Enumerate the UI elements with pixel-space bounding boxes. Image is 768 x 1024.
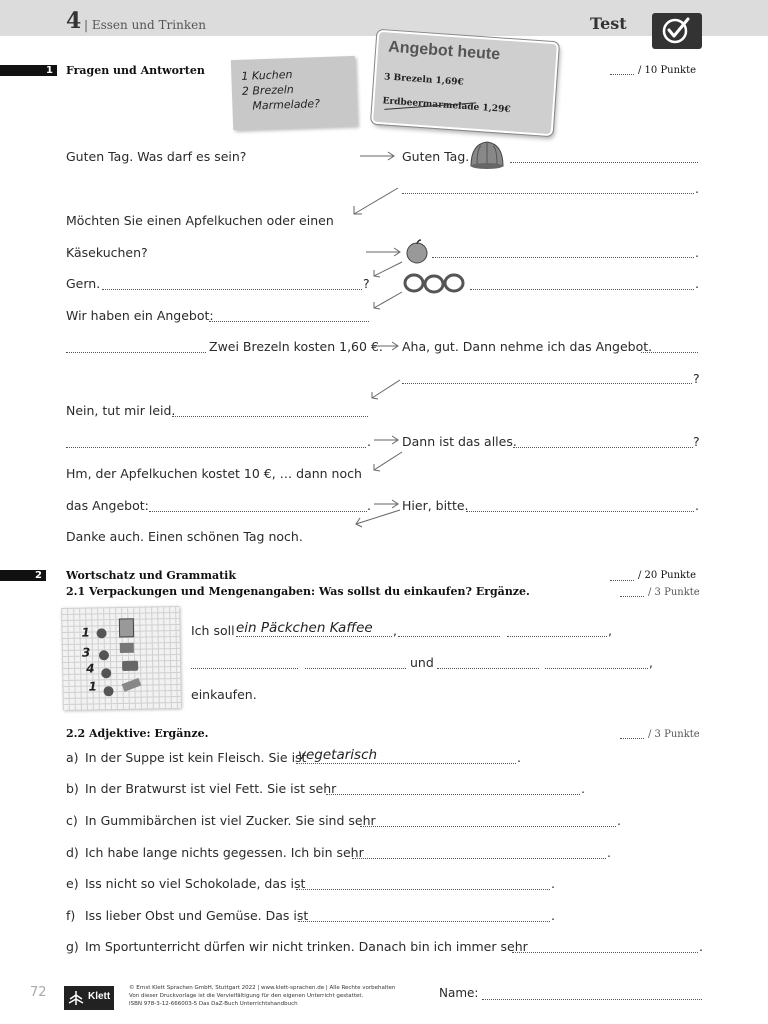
item-b-label: b) [66,781,79,796]
dialogue-l8a: Hm, der Apfelkuchen kostet 10 €, … dann noch [66,466,362,481]
item-a-label: a) [66,750,79,765]
answer-l4-field[interactable] [209,321,369,322]
section1-title: Fragen und Antworten [66,64,205,77]
klett-logo [64,986,114,1010]
arrow-right-icon [358,150,398,162]
item-g-text: Im Sportunterricht dürfen wir nicht trinken. Danach bin ich immer sehr [85,939,528,954]
arrow-left-down-icon [370,290,404,312]
sub1-comma-1: , [393,623,397,638]
answer-r3-field[interactable] [432,257,694,258]
dialogue-l2a: Möchten Sie einen Apfelkuchen oder einen [66,213,334,228]
arrow-right-icon [372,434,402,446]
sub1-end: einkaufen. [191,687,257,702]
note-line-1: 1 Kuchen [241,68,293,83]
section2-title: Wortschatz und Grammatik [66,569,236,582]
sub1-comma-3: , [649,655,653,670]
item-e-end: . [551,876,555,891]
sub2-points: / 3 Punkte [648,729,700,740]
answer-r6-field[interactable] [402,383,692,384]
dialogue-l1: Guten Tag. Was darf es sein? [66,149,247,164]
item-d-field[interactable] [352,858,606,859]
sub1-text-start: Ich soll [191,623,235,638]
dialogue-r5: Aha, gut. Dann nehme ich das Angebot. [402,339,653,354]
item-c-end: . [617,813,621,828]
sub1-blank-4[interactable] [305,668,406,669]
pretzels-icon [402,270,468,296]
item-b-end: . [581,781,585,796]
section1-points: / 10 Punkte [638,65,697,76]
item-d-label: d) [66,845,79,860]
answer-r7-end: ? [693,434,700,449]
dialogue-l3: Gern. [66,276,101,291]
sub1-comma-2: , [608,623,612,638]
item-e-label: e) [66,876,79,891]
item-b-field[interactable] [326,794,580,795]
arrow-right-icon [364,246,404,258]
dialogue-r1: Guten Tag. [402,149,470,164]
copyright-line-2: Von dieser Druckvorlage ist die Vervielfältigung für den eigenen Unterricht gestattet. [129,993,364,999]
dialogue-l2b: Käsekuchen? [66,245,148,260]
item-e-field[interactable] [296,889,550,890]
sub1-blank-3[interactable] [191,668,298,669]
arrow-left-down-icon [350,186,400,218]
item-c-text: In Gummibärchen ist viel Zucker. Sie sind sehr [85,813,376,828]
item-d-end: . [607,845,611,860]
sub1-example-answer: ein Päckchen Kaffee [236,620,373,636]
section2-number: 2 [0,570,46,581]
answer-l3-end: ? [363,276,370,291]
section1-number: 1 [0,65,57,76]
item-a-answer: vegetarisch [298,747,378,763]
shopping-note [231,56,357,130]
answer-r8-end: . [695,498,699,513]
item-d-text: Ich habe lange nichts gegessen. Ich bin sehr [85,845,364,860]
shopping-list-grid [61,606,181,710]
apple-icon [404,238,430,264]
answer-r2-field[interactable] [402,193,694,194]
item-g-end: . [699,939,703,954]
arrow-left-down-icon [370,450,404,474]
item-c-field[interactable] [360,826,616,827]
item-a-text: In der Suppe ist kein Fleisch. Sie ist [85,750,307,765]
chapter-number: 4 [66,8,82,34]
sub2-title: 2.2 Adjektive: Ergänze. [66,727,209,740]
arrow-right-icon [370,340,402,352]
test-badge [652,13,702,49]
test-label: Test [590,14,627,33]
answer-r1-field[interactable] [510,162,698,163]
answer-r8-field[interactable] [466,511,694,512]
list-number-2: 3 [81,645,91,660]
sub1-example-line [236,636,392,637]
name-label: Name: [439,986,479,1000]
list-number-3: 4 [86,661,95,676]
chapter-title: | Essen und Trinken [84,18,206,32]
arrow-left-down-icon [368,378,402,402]
answer-l3-field[interactable] [102,289,362,290]
item-g-label: g) [66,939,79,954]
dialogue-r8: Hier, bitte. [402,498,469,513]
offer-line-1: 3 Brezeln 1,69€ [383,72,464,88]
item-f-field[interactable] [298,921,550,922]
copyright-line-3: ISBN 978-3-12-666003-5 Das DaZ-Buch Unterrichtshandbuch [129,1001,298,1007]
offer-line-2: Erdbeermarmelade 1,29€ [382,96,511,116]
list-number-4: 1 [88,679,97,694]
answer-r2-end: . [695,181,699,196]
dialogue-r7: Dann ist das alles. [402,434,517,449]
grocery-items-icon [91,616,173,705]
sub1-points: / 3 Punkte [648,587,700,598]
item-b-text: In der Bratwurst ist viel Fett. Sie ist sehr [85,781,337,796]
item-e-text: Iss nicht so viel Schokolade, das ist [85,876,306,891]
section1-points-field[interactable] [610,74,634,75]
answer-r5-field[interactable] [641,352,698,353]
arrow-left-down-icon [370,260,404,280]
sub1-blank-2[interactable] [507,636,607,637]
item-a-line [296,763,516,764]
answer-r7-field[interactable] [513,447,693,448]
sub1-blank-1[interactable] [398,636,500,637]
dialogue-l4: Wir haben ein Angebot: [66,308,214,323]
sub1-blank-6[interactable] [545,668,648,669]
sub1-blank-5[interactable] [437,668,539,669]
answer-l8-end: . [367,498,371,513]
sub2-points-field[interactable] [620,738,644,739]
dialogue-l9: Danke auch. Einen schönen Tag noch. [66,529,303,544]
item-f-label: f) [66,908,76,923]
item-a-end: . [517,750,521,765]
item-f-text: Iss lieber Obst und Gemüse. Das ist [85,908,309,923]
answer-r4-field[interactable] [470,289,694,290]
dialogue-l5: Zwei Brezeln kosten 1,60 €. [209,339,383,354]
note-line-2: 2 Brezeln [241,83,295,98]
klett-tree-icon [66,989,86,1007]
item-c-label: c) [66,813,78,828]
answer-l5-field[interactable] [66,352,206,353]
offer-sign [371,30,559,136]
logo-text: Klett [88,991,111,1002]
answer-r6-end: ? [693,371,700,386]
offer-title: Angebot heute [387,38,501,64]
check-circle-icon [652,13,702,49]
dialogue-l8b: das Angebot: [66,498,149,513]
answer-l6-field[interactable] [172,416,368,417]
dialogue-l6: Nein, tut mir leid. [66,403,176,418]
sub1-points-field[interactable] [620,596,644,597]
cheesecake-icon [467,138,507,170]
name-field[interactable] [482,999,702,1000]
page-number: 72 [30,985,47,1000]
note-line-3: Marmelade? [252,97,321,113]
item-f-end: . [551,908,555,923]
arrow-left-down-icon [352,508,402,530]
answer-l8-field[interactable] [149,511,367,512]
copyright-line-1: © Ernst Klett Sprachen GmbH, Stuttgart 2022 | www.klett-sprachen.de | Alle Rechte vorbehalten [129,985,396,991]
answer-l7-field[interactable] [66,447,366,448]
list-number-1: 1 [81,625,91,640]
sub1-title: 2.1 Verpackungen und Mengenangaben: Was sollst du einkaufen? Ergänze. [66,585,530,598]
answer-r4-end: . [695,276,699,291]
answer-r3-end: . [695,245,699,260]
answer-l7-end: . [367,434,371,449]
sub1-und: und [410,655,434,670]
section2-points-field[interactable] [610,580,634,581]
item-g-field[interactable] [512,952,698,953]
section2-points: / 20 Punkte [638,570,697,581]
